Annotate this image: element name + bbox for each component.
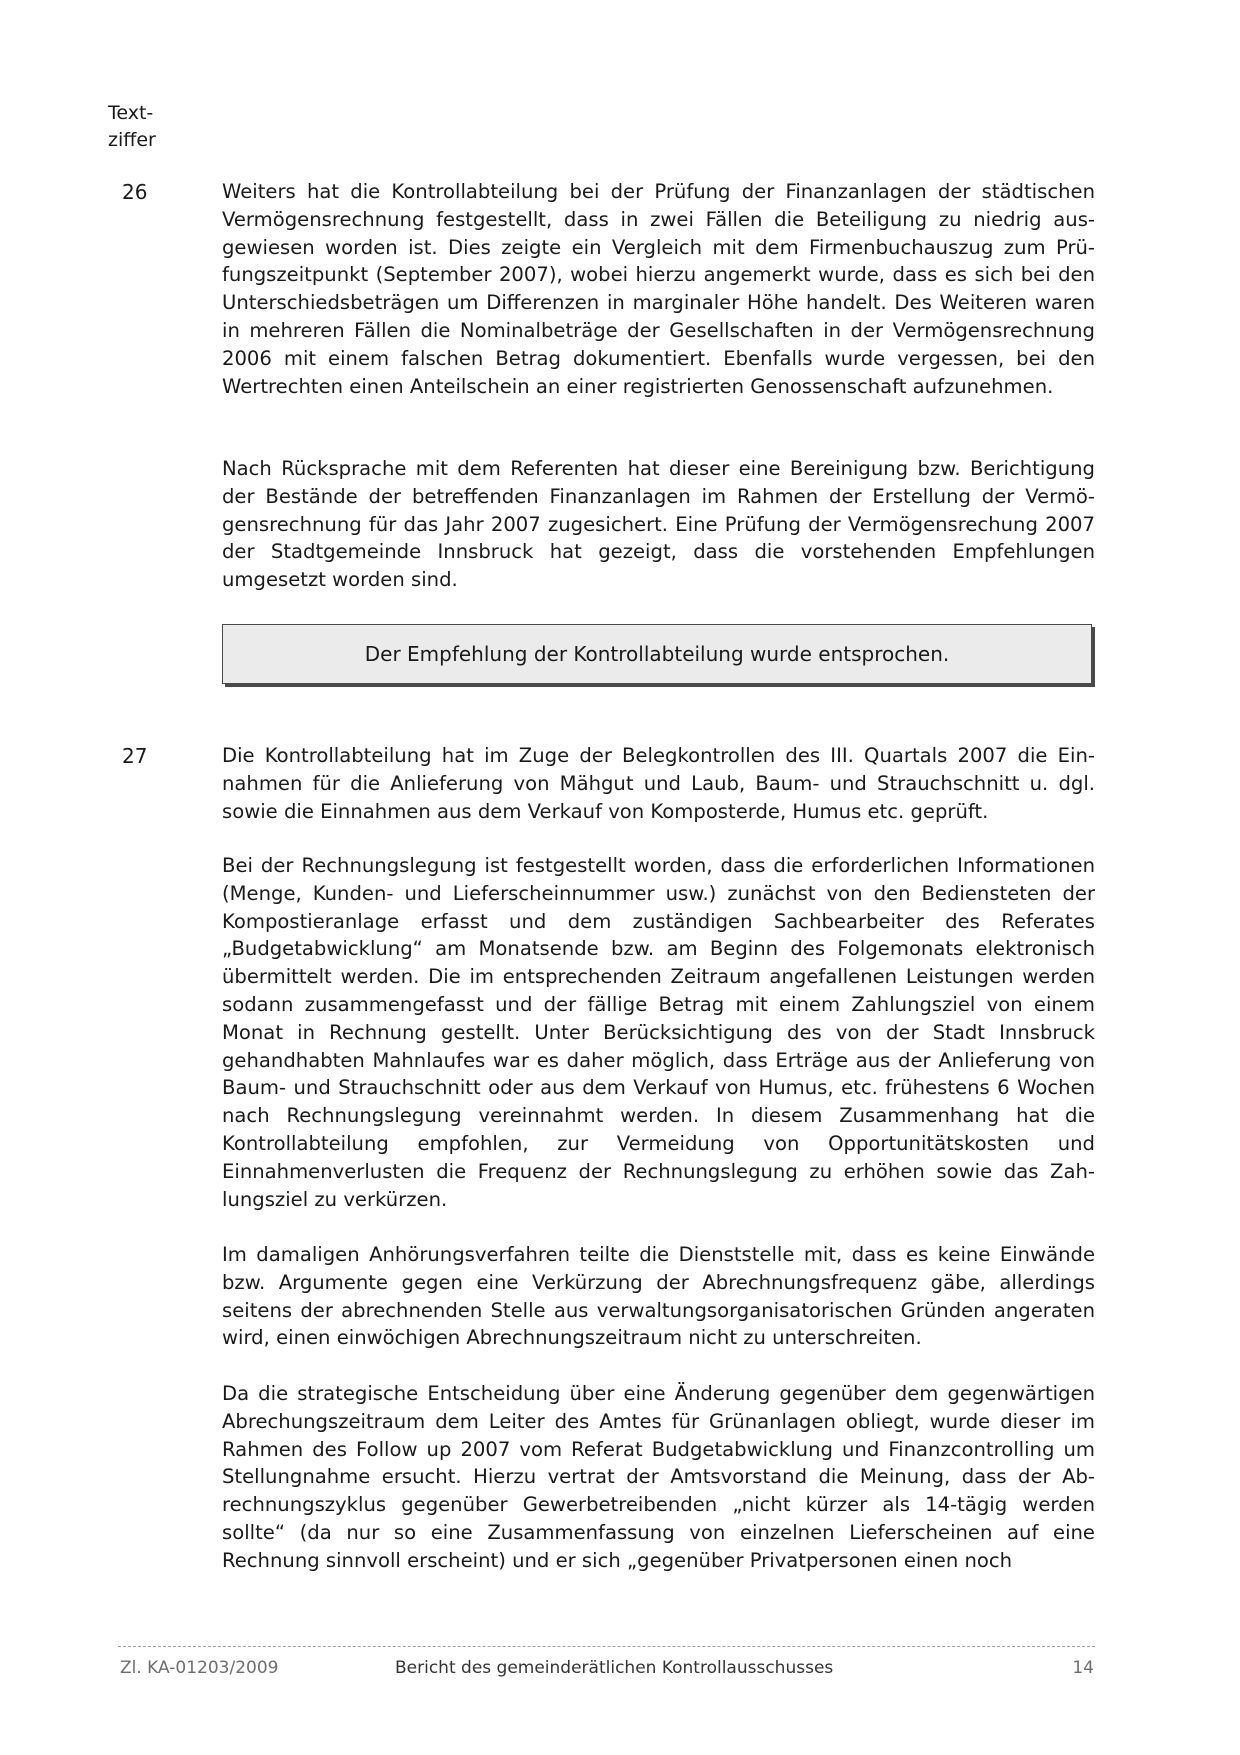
paragraph: Nach Rücksprache mit dem Referenten hat dieser eine Bereinigung bzw. Berichtigung der Bestände der betreffenden Finanzanlagen im Rahmen der Erstellung der Vermögensrechnung für das Jahr 2007 zugesichert. Eine Prüfung der Vermögensrechung 2007 der Stadtgemeinde Innsbruck hat gezeigt, dass die vorstehenden Empfehlungen umgesetzt worden sind. [222,457,1095,592]
paragraph: Im damaligen Anhörungsverfahren teilte die Dienststelle mit, dass es keine Einwände bzw. Argumente gegen eine Verkürzung der Abrechnungsfrequenz gäbe, allerdings seitens der abrechnenden Stelle aus verwaltungsorganisatorischen Gründen angeraten wird, einen einwöchigen Abrechnungszeitraum nicht zu unterschreiten. [222,1243,1095,1350]
paragraph: Bei der Rechnungslegung ist festgestellt worden, dass die erforderlichen Informationen (Menge, Kunden- und Lieferscheinnummer usw.) zunächst von den Bediensteten der Kompostieranlage erfasst und dem zuständigen Sachbearbeiter des Referates „Budgetabwicklung“ am Monatsende bzw. am Beginn des Folgemonats elektronisch übermittelt werden. Die im entsprechenden Zeitraum angefallenen Leistungen werden sodann zusammengefasst und der fällige Betrag mit einem Zahlungsziel von einem Monat in Rechnung gestellt. Unter Berücksichtigung des von der Stadt Innsbruck gehandhabten Mahnlaufes war es daher möglich, dass Erträge aus der Anlieferung von Baum- und Strauchschnitt oder aus dem Verkauf von Humus, etc. frühestens 6 Wochen nach Rechnungslegung vereinnahmt werden. In diesem Zusammenhang hat die Kontrollabteilung empfohlen, zur Vermeidung von Opportunitätskosten und Einnahmenverlusten die Frequenz der Rechnungslegung zu erhöhen sowie das Zahlungsziel zu verkürzen. [222,854,1095,1211]
section-27-body [222,742,1095,825]
section-number-27: 27 [122,744,148,768]
section-27-body-3 [222,1241,1095,1352]
section-27-body-4 [222,1380,1095,1575]
paragraph: Da die strategische Entscheidung über eine Änderung gegenüber dem gegenwärtigen Abrechungszeitraum dem Leiter des Amtes für Grünanlagen obliegt, wurde dieser im Rahmen des Follow up 2007 vom Referat Budgetabwicklung und Finanzcontrolling um Stellungnahme ersucht. Hierzu vertrat der Amtsvorstand die Meinung, dass der Abrechnungszyklus gegenüber Gewerbetreibenden „nicht kürzer als 14-tägig werden sollte“ (da nur so eine Zusammenfassung von einzelnen Lieferscheinen auf eine Rechnung sinnvoll erscheint) und er sich „gegenüber Privatpersonen einen noch [222,1382,1095,1572]
paragraph: Die Kontrollabteilung hat im Zuge der Belegkontrollen des III. Quartals 2007 die Einnahmen für die Anlieferung von Mähgut und Laub, Baum- und Strauchschnitt u. dgl. sowie die Einnahmen aus dem Verkauf von Komposterde, Humus etc. geprüft. [222,744,1095,823]
footer-title: Bericht des gemeinderätlichen Kontrollausschusses [395,1658,834,1678]
section-number-26: 26 [122,180,148,204]
footer-reference: Zl. KA-01203/2009 [120,1658,279,1678]
section-27-body-2 [222,852,1095,1213]
section-26-body [222,178,1095,400]
page-number: 14 [1072,1658,1094,1678]
recommendation-status-box [222,624,1092,684]
section-26-body-2 [222,455,1095,594]
recommendation-status-text: Der Empfehlung der Kontrollabteilung wurde entsprochen. [364,642,950,666]
footer-divider [118,1646,1095,1647]
textziffer-heading-line2: ziffer [108,129,156,151]
paragraph: Weiters hat die Kontrollabteilung bei der Prüfung der Finanzanlagen der städtischen Vermögensrechnung festgestellt, dass in zwei Fällen die Beteiligung zu niedrig ausgewiesen worden ist. Dies zeigte ein Vergleich mit dem Firmenbuchauszug zum Prüfungszeitpunkt (September 2007), wobei hierzu angemerkt wurde, dass es sich bei den Unterschiedsbeträgen um Differenzen in marginaler Höhe handelt. Des Weiteren waren in mehreren Fällen die Nominalbeträge der Gesellschaften in der Vermögensrechnung 2006 mit einem falschen Betrag dokumentiert. Ebenfalls wurde vergessen, bei den Wertrechten einen Anteilschein an einer registrierten Genossenschaft aufzunehmen. [222,180,1095,398]
textziffer-heading [108,100,156,154]
textziffer-heading-line1: Text- [108,102,154,124]
